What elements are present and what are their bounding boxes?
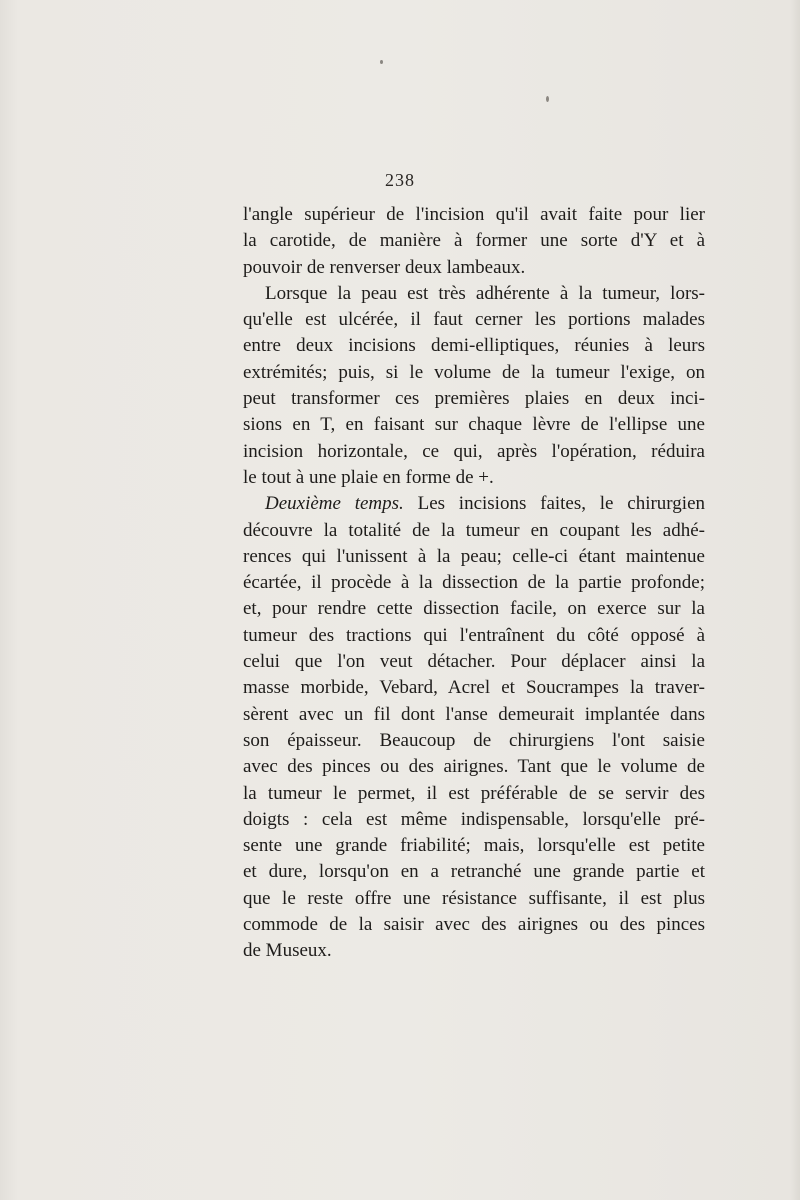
text-line: de Museux. — [243, 940, 332, 962]
text-line: pouvoir de renverser deux lambeaux. — [243, 256, 526, 278]
text-line: la carotide, de manière à former une sorte d'Y et à — [243, 230, 705, 252]
text-line: sente une grande friabilité; mais, lorsqu'elle est petite — [243, 835, 705, 857]
text-line: Lorsque la peau est très adhérente à la tumeur, lors- — [265, 282, 705, 304]
section-heading-inline: Deuxième temps. — [265, 493, 404, 515]
text-line: son épaisseur. Beaucoup de chirurgiens l'ont saisie — [243, 729, 705, 751]
text-line: et dure, lorsqu'on en a retranché une grande partie et — [243, 861, 705, 883]
text-line: et, pour rendre cette dissection facile, on exerce sur la — [243, 598, 705, 620]
text-line: la tumeur le permet, il est préférable de se servir des — [243, 782, 705, 804]
text-line: commode de la saisir avec des airignes ou des pinces — [243, 914, 705, 936]
text-line-rest: Les incisions faites, le chirurgien — [403, 493, 705, 515]
text-line: masse morbide, Vebard, Acrel et Soucrampes la traver- — [243, 677, 705, 699]
text-line: avec des pinces ou des airignes. Tant que le volume de — [243, 756, 705, 778]
text-line — [243, 491, 705, 517]
page-number: 238 — [385, 170, 415, 190]
text-line: rences qui l'unissent à la peau; celle-ci étant maintenue — [243, 545, 705, 567]
text-line: tumeur des tractions qui l'entraînent du côté opposé à — [243, 624, 705, 646]
text-line: entre deux incisions demi-elliptiques, réunies à leurs — [243, 335, 705, 357]
text-line: écartée, il procède à la dissection de la partie profonde; — [243, 572, 705, 594]
ink-spot — [546, 96, 549, 102]
text-line: qu'elle est ulcérée, il faut cerner les portions malades — [243, 309, 705, 331]
text-line: peut transformer ces premières plaies en deux inci- — [243, 388, 705, 410]
text-line: extrémités; puis, si le volume de la tumeur l'exige, on — [243, 361, 705, 383]
text-line: découvre la totalité de la tumeur en coupant les adhé- — [243, 519, 705, 541]
text-line: sèrent avec un fil dont l'anse demeurait implantée dans — [243, 703, 705, 725]
text-line: sions en T, en faisant sur chaque lèvre de l'ellipse une — [243, 414, 705, 436]
text-line: incision horizontale, ce qui, après l'opération, réduira — [243, 440, 705, 462]
ink-spot — [380, 60, 383, 64]
text-line: doigts : cela est même indispensable, lorsqu'elle pré- — [243, 808, 705, 830]
text-line: que le reste offre une résistance suffisante, il est plus — [243, 887, 705, 909]
text-line: l'angle supérieur de l'incision qu'il avait faite pour lier — [243, 204, 705, 225]
text-line: celui que l'on veut détacher. Pour déplacer ainsi la — [243, 651, 705, 673]
text-line: le tout à une plaie en forme de +. — [243, 466, 494, 488]
body-text — [243, 202, 705, 965]
